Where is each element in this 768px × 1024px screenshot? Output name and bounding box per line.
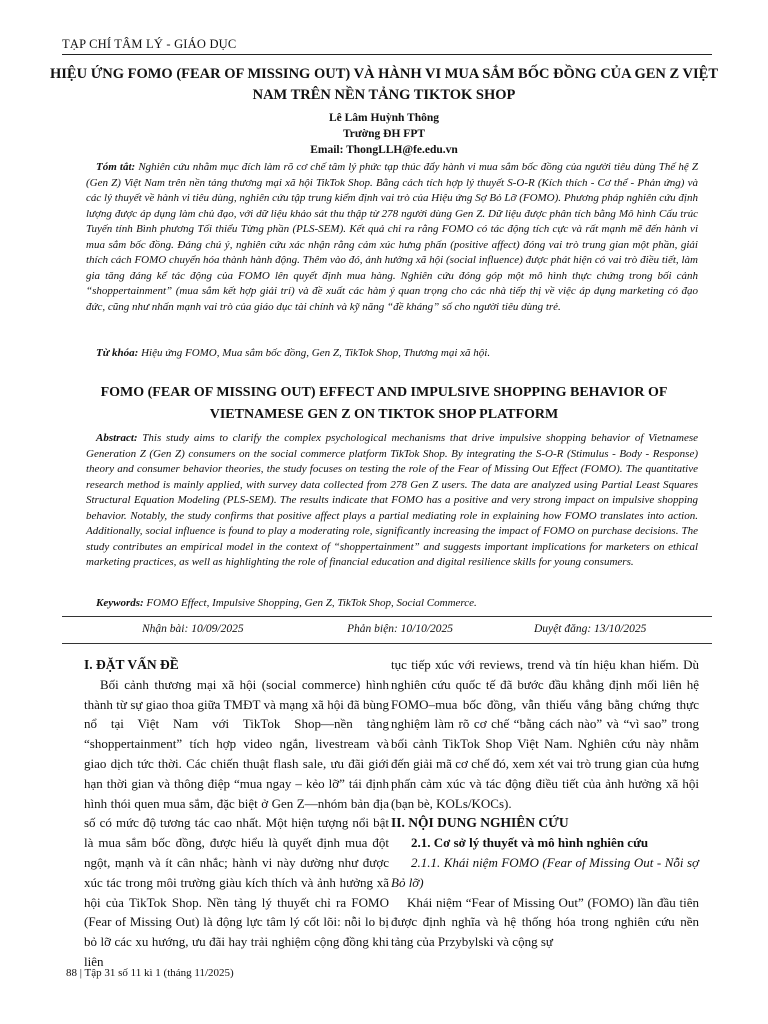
body-paragraph-continued: tục tiếp xúc với reviews, trend và tín hiệu khan hiếm. Dù nghiên cứu quốc tế đã bước đầu khẳng định mối liên hệ FOMO–mua bốc đồng, vẫn thiếu vắng bằng chứng thực nghiệm làm rõ cơ chế “bằng cách nào” và “vì sao” trong bối cảnh TikTok Shop Việt Nam. Nghiên cứu này nhằm đến giải mã cơ chế đó, xem xét vai trò trung gian của hưng phấn cảm xúc và tác động điều tiết của ảnh hưởng xã hội (bạn bè, KOLs/KOCs). <box>391 657 699 811</box>
article-title-english: FOMO (FEAR OF MISSING OUT) EFFECT AND IMPULSIVE SHOPPING BEHAVIOR OF VIETNAMESE GEN Z ON TIKTOK SHOP PLATFORM <box>100 385 668 422</box>
keywords-vi-label: Từ khóa: <box>96 347 139 359</box>
subsubsection-heading: 2.1.1. Khái niệm FOMO (Fear of Missing Out - Nỗi sợ Bỏ lỡ) <box>391 854 699 890</box>
author-email: Email: ThongLLH@fe.edu.vn <box>310 144 458 156</box>
keywords-en-text: FOMO Effect, Impulsive Shopping, Gen Z, TikTok Shop, Social Commerce. <box>143 597 477 609</box>
body-column-right <box>391 655 699 952</box>
publication-dates <box>62 616 712 644</box>
subsection-heading: 2.1. Cơ sở lý thuyết và mô hình nghiên cứu <box>411 835 649 851</box>
author-affiliation: Trường ĐH FPT <box>342 128 426 140</box>
keywords-vietnamese <box>86 346 698 362</box>
keywords-english <box>86 596 698 612</box>
author-block <box>200 110 568 158</box>
article-title-vietnamese: HIỆU ỨNG FOMO (FEAR OF MISSING OUT) VÀ HÀNH VI MUA SẮM BỐC ĐỒNG CỦA GEN Z VIỆT NAM TRÊN NỀN TẢNG TIKTOK SHOP <box>50 66 718 103</box>
abstract-en-label: Abstract: <box>96 432 138 444</box>
abstract-vietnamese <box>86 160 698 315</box>
keywords-vi-text: Hiệu ứng FOMO, Mua sắm bốc đồng, Gen Z, TikTok Shop, Thương mại xã hội. <box>138 347 491 359</box>
date-accepted: Duyệt đăng: 13/10/2025 <box>534 623 647 635</box>
date-received: Nhận bài: 10/09/2025 <box>142 623 244 635</box>
section-heading-content: II. NỘI DUNG NGHIÊN CỨU <box>391 815 569 831</box>
abstract-en-text: This study aims to clarify the complex psychological mechanisms that drive impulsive shopping behavior of Vietnamese Generation Z (Gen Z) consumers on the social commerce platform TikTok Shop. By integrating the S-O-R (Stimulus - Body - Response) theory and consumer behavior theories, the study focuses on testing the role of the Fear of Missing Out Effect (FOMO). The quantitative research method is mainly applied, with survey data collected from 278 Gen Z users. The data are analyzed using Partial Least Squares Structural Equation Modeling (PLS-SEM). The results indicate that FOMO has a positive and very strong impact on impulsive shopping behavior. Notably, the study confirms that positive affect plays a partial mediating role in explaining how FOMO translates into action. Additionally, social influence is found to play a moderating role, significantly increasing the impact of FOMO on purchase decisions. The study contributes an empirical model in the context of “shoppertainment” and suggests important implications for marketers on ethical marketing practices, as well as highlighting the role of financial education and digital resilience skills for young consumers. <box>86 432 698 568</box>
abstract-english <box>86 431 698 571</box>
abstract-vi-text: Nghiên cứu nhằm mục đích làm rõ cơ chế tâm lý phức tạp thúc đẩy hành vi mua sắm bốc đồng của người tiêu dùng Thế hệ Z (Gen Z) Việt Nam trên nền tảng thương mại xã hội TikTok Shop. Bằng cách tích hợp lý thuyết S-O-R (Kích thích - Cơ thể - Phản ứng) và các lý thuyết về hành vi tiêu dùng, nghiên cứu tập trung kiểm định vai trò của Hiệu ứng Sợ Bỏ Lỡ (FOMO). Phương pháp nghiên cứu định lượng được áp dụng làm chủ đạo, với dữ liệu khảo sát thu thập từ 278 người dùng Gen Z. Dữ liệu được phân tích bằng Mô hình Cấu trúc Tuyến tính Bình phương Tối thiểu Từng phần (PLS-SEM). Kết quả chỉ ra rằng FOMO có tác động tích cực và rất mạnh mẽ đến hành vi mua sắm bốc đồng. Đáng chú ý, nghiên cứu xác nhận rằng cảm xúc hưng phấn (positive affect) đóng vai trò trung gian một phần, giải thích cách FOMO chuyển hóa thành hành động. Thêm vào đó, ảnh hưởng xã hội (social influence) được phát hiện có vai trò điều tiết, làm gia tăng đáng kể tác động của FOMO lên quyết định mua hàng. Nghiên cứu đóng góp một mô hình thực chứng trong bối cảnh “shoppertainment” (mua sắm kết hợp giải trí) và đề xuất các hàm ý quan trọng cho các nhà tiếp thị về việc áp dụng marketing có đạo đức, cũng như nhấn mạnh vai trò của giáo dục tài chính và kỹ năng “đề kháng” số cho người tiêu dùng trẻ. <box>86 161 698 313</box>
abstract-vi-label: Tóm tắt: <box>96 161 136 173</box>
body-column-left <box>84 655 389 972</box>
section-heading-intro: I. ĐẶT VẤN ĐỀ <box>84 657 179 672</box>
body-paragraph: Bối cảnh thương mại xã hội (social commerce) hình thành từ sự giao thoa giữa TMĐT và mạng xã hội đã bùng nổ tại Việt Nam với TikTok Shop—nền tảng “shoppertainment” tích hợp video ngắn, livestream và giao dịch tức thời. Các chiến thuật flash sale, ưu đãi giới hạn thời gian và thông điệp “mua ngay – kẻo lỡ” tái định hình thói quen mua sắm, đặc biệt ở Gen Z—nhóm bản địa số có mức độ tương tác cao nhất. Một hiện tượng nổi bật là mua sắm bốc đồng, được hiểu là quyết định mua đột ngột, mạnh và ít cân nhắc; hành vi này dường như được xúc tác trong môi trường giàu kích thích và ảnh hưởng xã hội của TikTok Shop. Nền tảng lý thuyết chỉ ra FOMO (Fear of Missing Out) là động lực tâm lý cốt lõi: nỗi lo bị bỏ lỡ các xu hướng, ưu đãi hay trải nghiệm cộng đồng khi liên <box>84 676 389 969</box>
date-reviewed: Phản biện: 10/10/2025 <box>347 623 454 635</box>
author-name: Lê Lâm Huỳnh Thông <box>328 112 440 124</box>
keywords-en-label: Keywords: <box>96 597 144 609</box>
page-footer: 88 | Tập 31 số 11 kì 1 (tháng 11/2025) <box>66 967 234 979</box>
journal-header: TẠP CHÍ TÂM LÝ - GIÁO DỤC <box>62 37 712 55</box>
body-paragraph: Khái niệm “Fear of Missing Out” (FOMO) lần đầu tiên được định nghĩa và hệ thống hóa trong nghiên cứu nền tảng của Przybylski và cộng sự <box>391 894 699 950</box>
